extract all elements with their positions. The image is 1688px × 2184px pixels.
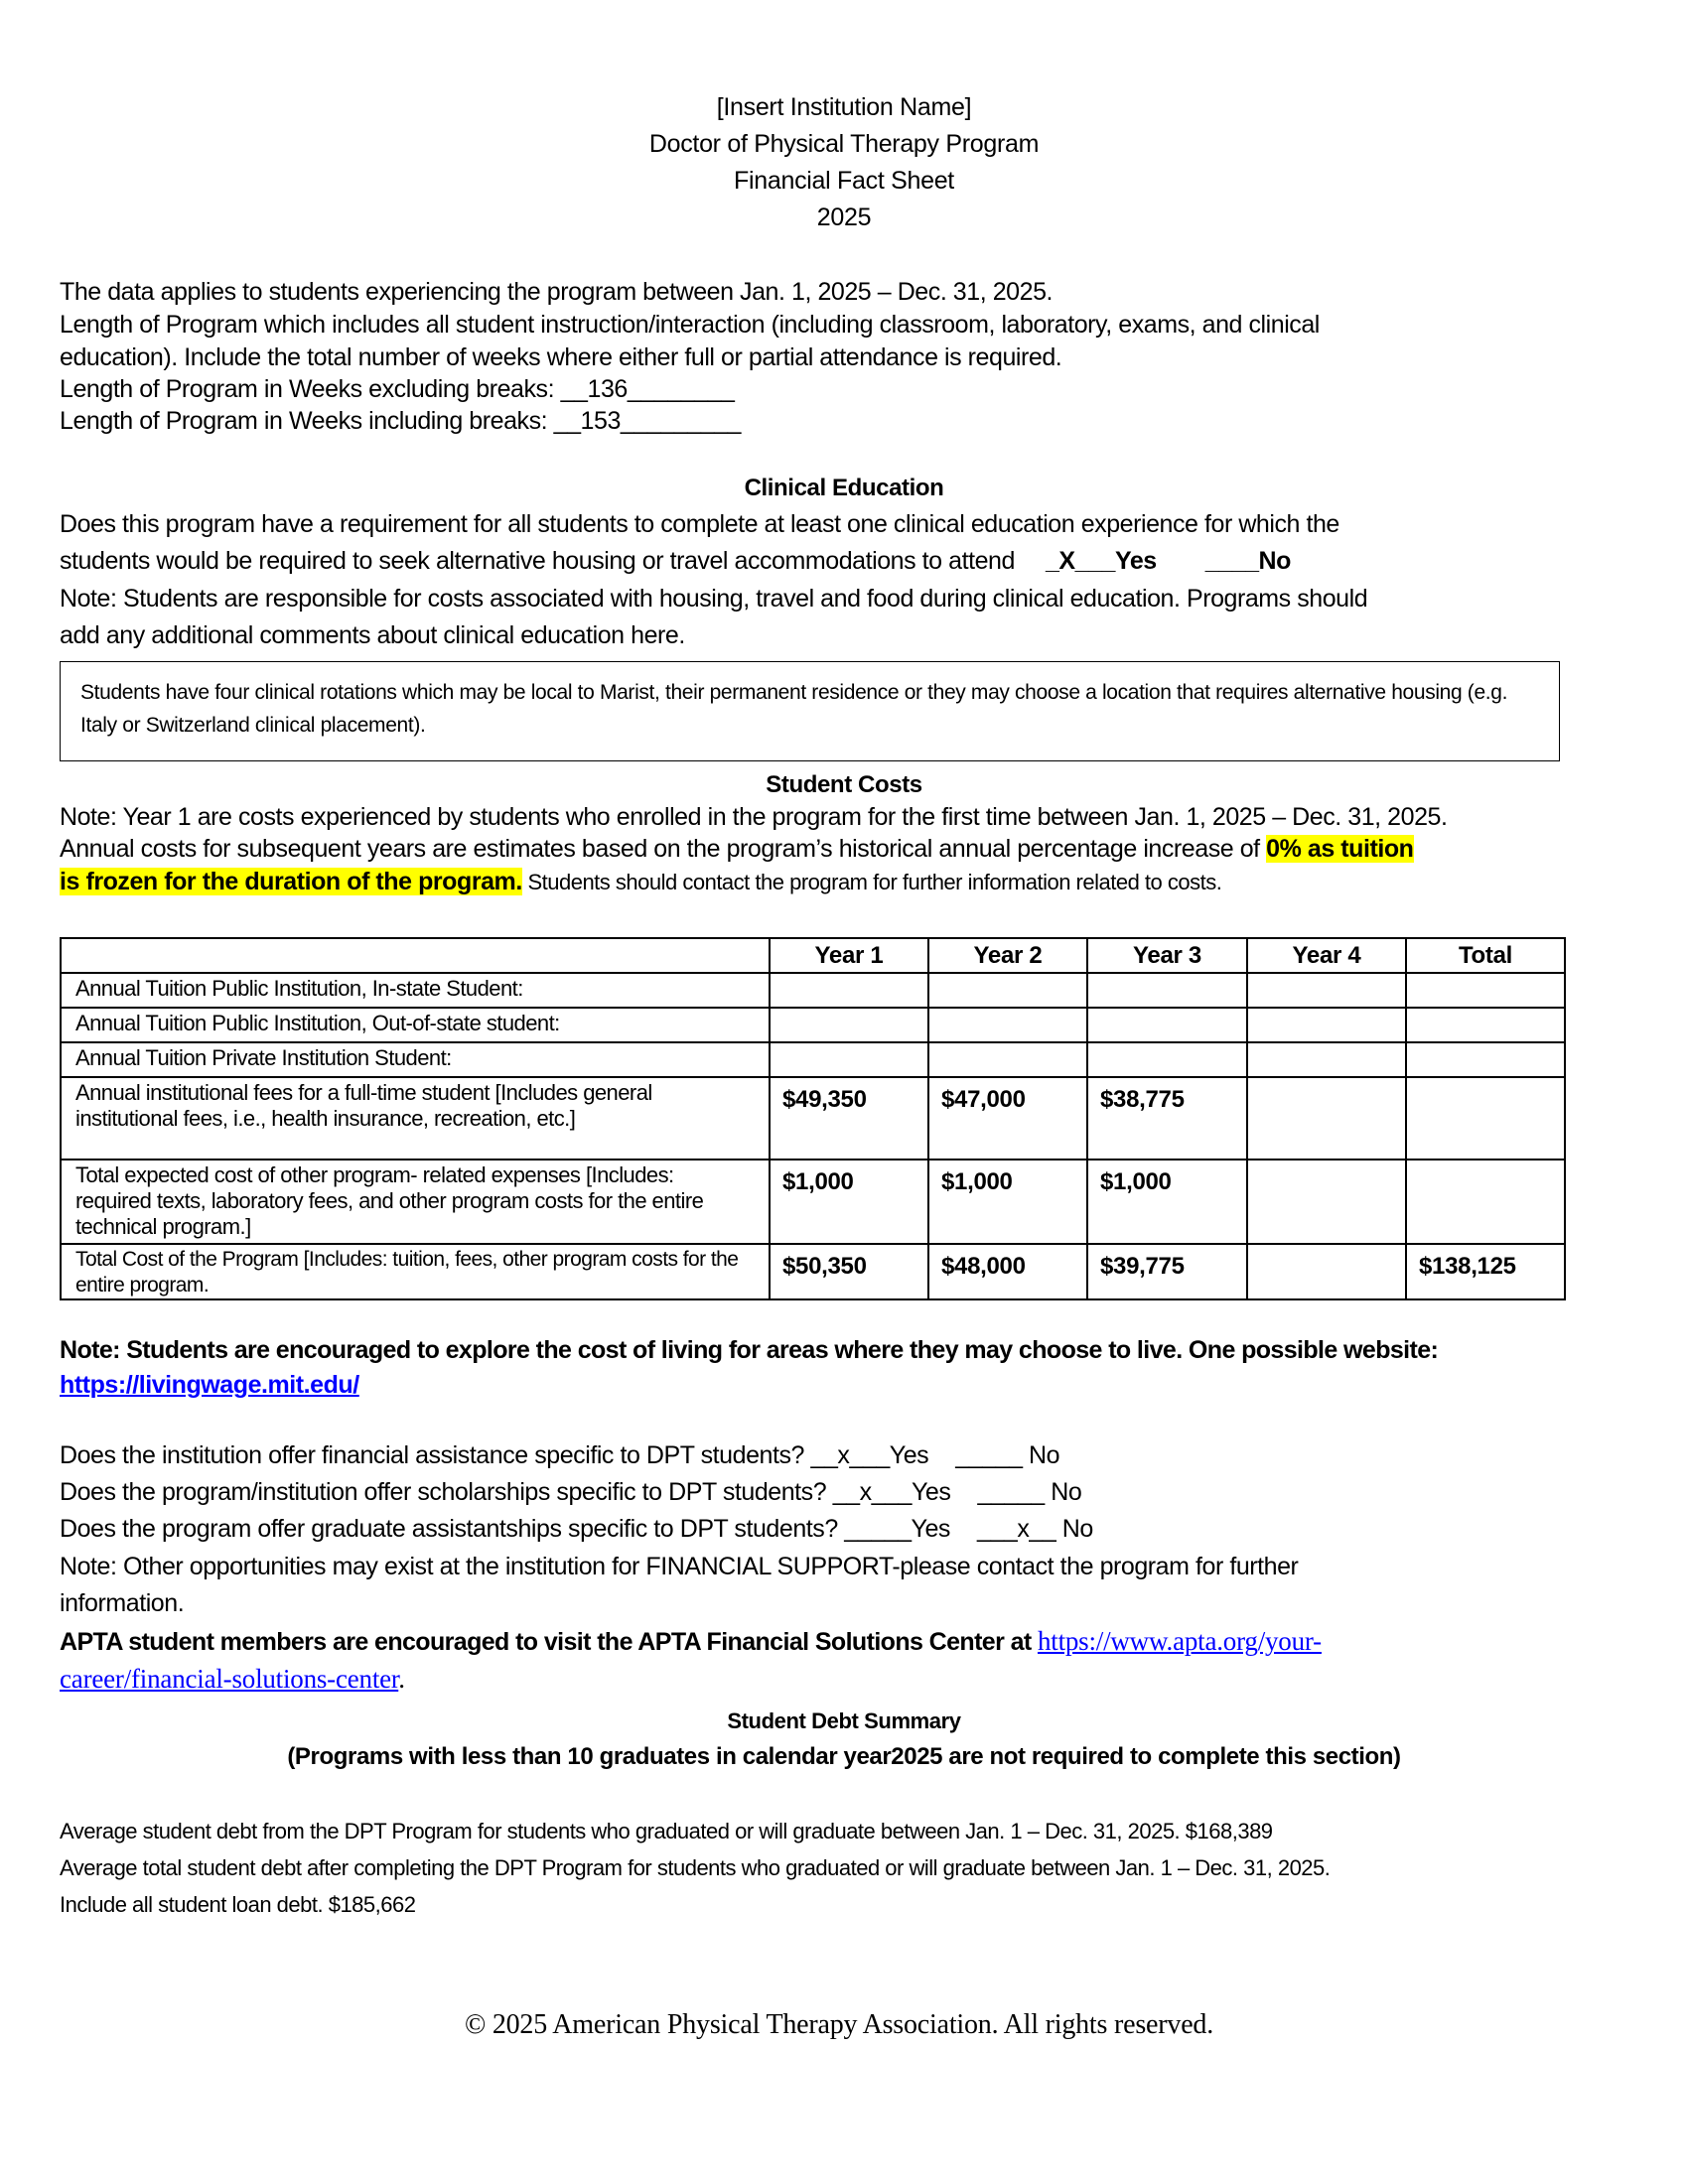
answer-yes: __x___Yes [832,1478,951,1506]
tuition-frozen-highlight-1: 0% as tuition [1266,835,1414,863]
cell-total[interactable] [1406,1160,1565,1244]
cell-year-1[interactable]: $49,350 [770,1077,928,1160]
cell-year-3[interactable] [1087,973,1247,1008]
row-label: Annual Tuition Public Institution, Out-of-state student: [61,1008,770,1042]
cell-year-1[interactable]: $1,000 [770,1160,928,1244]
weeks-excluding-breaks [60,375,734,404]
clinical-comments-text: Students have four clinical rotations which may be local to Marist, their permanent residence or they may choose a location that requires alternative housing (e.g. Italy or Switzerland clinical placement). [80,681,1508,737]
costs-note-text: Annual costs for subsequent years are estimates based on the program’s historical annual percentage increase of [60,835,1267,863]
copyright-notice: © 2025 American Physical Therapy Association. All rights reserved. [464,2009,1214,2040]
student-costs-table [60,937,1566,1300]
costs-note-line2 [60,835,1414,864]
cell-total[interactable] [1406,973,1565,1008]
clinical-question-text: students would be required to seek alternative housing or travel accommodations to attend [60,547,1015,575]
cell-year-2[interactable] [928,973,1087,1008]
costs-contact-text: Students should contact the program for further information related to costs. [521,870,1222,894]
answer-no: _____ No [977,1478,1082,1506]
cell-year-4[interactable] [1247,1160,1406,1244]
row-label: Annual Tuition Private Institution Student: [61,1042,770,1077]
cell-year-3[interactable]: $39,775 [1087,1244,1247,1299]
table-row [61,1160,1565,1244]
clinical-question-line1: Does this program have a requirement for all students to complete at least one clinical education experience for which the [60,510,1339,538]
column-header-year-3: Year 3 [1087,938,1247,973]
tuition-frozen-highlight-2: is frozen for the duration of the program. [60,868,522,895]
sheet-title: Financial Fact Sheet [734,167,954,195]
answer-yes: _____Yes [844,1515,950,1543]
column-header-label [61,938,770,973]
debt-summary-subheading: (Programs with less than 10 graduates in calendar year2025 are not required to complete this section) [287,1743,1401,1770]
column-header-year-4: Year 4 [1247,938,1406,973]
financial-assistance-question [60,1441,1059,1470]
cell-year-1[interactable]: $50,350 [770,1244,928,1299]
answer-no: ___x__ No [976,1515,1093,1543]
row-label: Total expected cost of other program- related expenses [Includes: required texts, laboratory fees, and other program costs for the entire technical program.] [61,1160,770,1244]
sheet-year: 2025 [816,204,872,231]
cell-year-3[interactable]: $38,775 [1087,1077,1247,1160]
column-header-year-2: Year 2 [928,938,1087,973]
cell-year-3[interactable]: $1,000 [1087,1160,1247,1244]
table-header-row [61,938,1565,973]
costs-note-line1: Note: Year 1 are costs experienced by students who enrolled in the program for the first time between Jan. 1, 2025 – Dec. 31, 2025. [60,803,1448,831]
costs-note-line3 [60,868,1221,896]
row-label: Total Cost of the Program [Includes: tuition, fees, other program costs for the entire program. [61,1244,770,1299]
column-header-total: Total [1406,938,1565,973]
question-text: Does the program offer graduate assistantships specific to DPT students? [60,1515,838,1543]
clinical-note-line1: Note: Students are responsible for costs associated with housing, travel and food during clinical education. Programs should [60,585,1368,613]
table-row [61,1042,1565,1077]
cell-year-4[interactable] [1247,1008,1406,1042]
cell-year-4[interactable] [1247,1077,1406,1160]
clinical-note-line2: add any additional comments about clinical education here. [60,621,685,649]
assistantships-question [60,1515,1093,1544]
weeks-including-breaks [60,407,741,436]
clinical-question-line2 [60,547,1291,576]
apta-line1 [60,1626,1322,1657]
cell-year-1[interactable] [770,1008,928,1042]
weeks-excluding-value: __136________ [560,375,735,403]
clinical-education-heading: Clinical Education [744,475,944,501]
average-total-debt-line1: Average total student debt after completing the DPT Program for students who graduated or will graduate between Jan. 1 – Dec. 31, 2025. [60,1855,1331,1880]
cost-of-living-note: Note: Students are encouraged to explore the cost of living for areas where they may choose to live. One possible website: [60,1336,1439,1364]
cell-year-2[interactable] [928,1008,1087,1042]
question-text: Does the institution offer financial assistance specific to DPT students? [60,1441,804,1469]
cell-year-4[interactable] [1247,1042,1406,1077]
row-label: Annual institutional fees for a full-time student [Includes general institutional fees, i.e., health insurance, recreation, etc.] [61,1077,770,1160]
scholarships-question [60,1478,1081,1507]
student-costs-heading: Student Costs [766,771,922,798]
weeks-including-label: Length of Program in Weeks including breaks: [60,407,548,435]
question-text: Does the program/institution offer scholarships specific to DPT students? [60,1478,827,1506]
institution-name: [Insert Institution Name] [716,93,972,121]
apta-line2 [60,1664,405,1695]
cell-total[interactable] [1406,1042,1565,1077]
cell-year-2[interactable]: $48,000 [928,1244,1087,1299]
cell-year-2[interactable] [928,1042,1087,1077]
data-applies-text: The data applies to students experiencing the program between Jan. 1, 2025 – Dec. 31, 2025. [60,278,1054,306]
table-row [61,1008,1565,1042]
cell-year-3[interactable] [1087,1008,1247,1042]
clinical-comments-box[interactable] [60,661,1560,761]
weeks-excluding-label: Length of Program in Weeks excluding breaks: [60,375,555,403]
cell-year-4[interactable] [1247,973,1406,1008]
cell-total[interactable] [1406,1077,1565,1160]
length-description-line1: Length of Program which includes all student instruction/interaction (including classroom, laboratory, exams, and clinical [60,311,1320,339]
cell-year-3[interactable] [1087,1042,1247,1077]
table-row [61,1244,1565,1299]
answer-no: _____ No [955,1441,1060,1469]
debt-summary-heading: Student Debt Summary [727,1708,961,1733]
apta-trailing-period: . [398,1664,405,1694]
program-name: Doctor of Physical Therapy Program [648,130,1040,158]
row-label: Annual Tuition Public Institution, In-state Student: [61,973,770,1008]
cell-year-4[interactable] [1247,1244,1406,1299]
clinical-no-answer: ____No [1204,547,1291,575]
length-description-line2: education). Include the total number of weeks where either full or partial attendance is required. [60,343,1062,371]
weeks-including-value: __153_________ [553,407,741,435]
apta-text: APTA student members are encouraged to visit the APTA Financial Solutions Center at [60,1628,1038,1656]
cell-total[interactable] [1406,1008,1565,1042]
financial-support-note-line1: Note: Other opportunities may exist at the institution for FINANCIAL SUPPORT-please contact the program for further [60,1553,1299,1580]
cell-year-2[interactable]: $1,000 [928,1160,1087,1244]
livingwage-link[interactable]: https://livingwage.mit.edu/ [60,1371,359,1399]
column-header-year-1: Year 1 [770,938,928,973]
financial-support-note-line2: information. [60,1589,185,1617]
answer-yes: __x___Yes [810,1441,929,1469]
average-total-debt-line2: Include all student loan debt. $185,662 [60,1892,416,1917]
table-row [61,1077,1565,1160]
cell-total[interactable]: $138,125 [1406,1244,1565,1299]
apta-link-part1[interactable]: https://www.apta.org/your- [1037,1626,1322,1656]
table-row [61,973,1565,1008]
average-program-debt: Average student debt from the DPT Program for students who graduated or will graduate between Jan. 1 – Dec. 31, 2025. $168,389 [60,1819,1273,1843]
cell-year-1[interactable] [770,1042,928,1077]
apta-link-part2[interactable]: career/financial-solutions-center [60,1664,399,1694]
cell-year-1[interactable] [770,973,928,1008]
cell-year-2[interactable]: $47,000 [928,1077,1087,1160]
clinical-yes-answer: _X___Yes [1045,547,1157,575]
